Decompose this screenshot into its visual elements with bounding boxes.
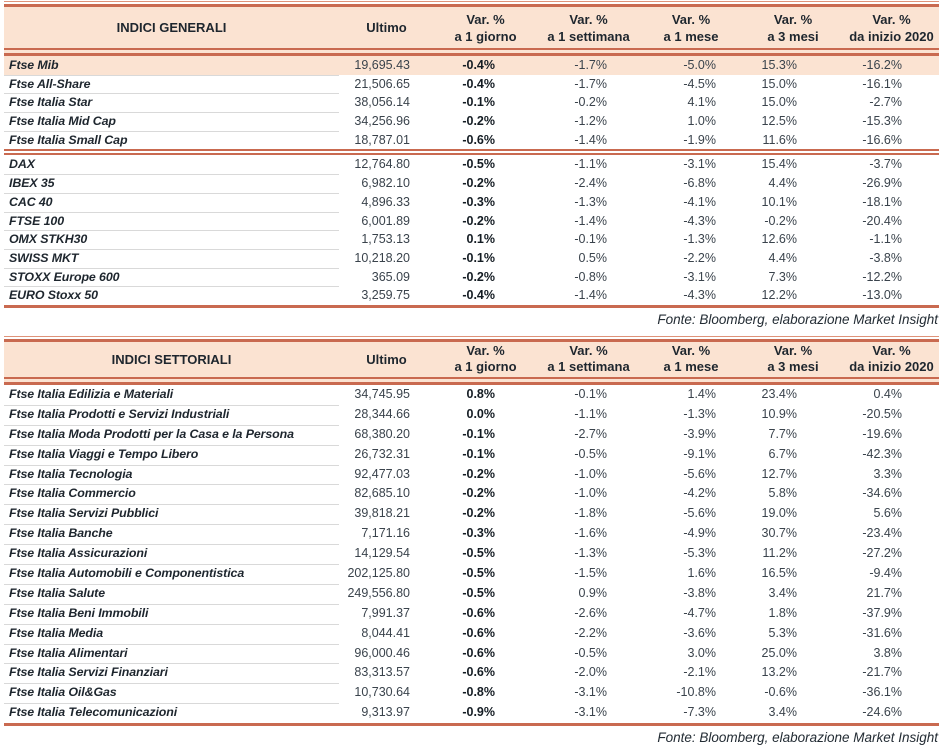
- var-value: -0.6%: [764, 685, 797, 700]
- var-value: 25.0%: [761, 645, 797, 660]
- var-value: 5.8%: [768, 486, 797, 501]
- table-body: [4, 56, 939, 305]
- var-value: -36.1%: [862, 685, 902, 700]
- index-name: Ftse Mib: [4, 56, 339, 76]
- index-name: Ftse Italia Small Cap: [9, 132, 128, 147]
- index-name: Ftse Italia Star: [4, 93, 339, 113]
- var-percent-label: Var. %: [671, 11, 711, 27]
- var-value: -3.7%: [869, 157, 902, 172]
- var-value: 3.4%: [768, 585, 797, 600]
- index-name: CAC 40: [4, 193, 339, 213]
- table-row: [4, 504, 939, 524]
- var-value: -0.2%: [462, 486, 495, 501]
- var-value: -0.5%: [462, 585, 495, 600]
- indici-settoriali-table: [4, 336, 939, 749]
- column-header-var-1: [434, 342, 537, 377]
- var-value: 3.8%: [873, 645, 902, 660]
- ultimo-value: 14,129.54: [354, 546, 410, 561]
- table-row: [4, 484, 939, 504]
- var-value: -19.6%: [862, 426, 902, 441]
- var-value: -27.2%: [862, 546, 902, 561]
- var-value: -0.2%: [462, 114, 495, 129]
- var-value: -3.9%: [683, 426, 716, 441]
- table-row: [4, 564, 939, 584]
- ultimo-value: 38,056.14: [354, 95, 410, 110]
- var-value: -3.8%: [683, 585, 716, 600]
- var-value: -3.1%: [574, 705, 607, 720]
- var-value: 1.0%: [687, 114, 716, 129]
- var-value: -0.4%: [462, 288, 495, 303]
- var-period-label: a 1 giorno: [454, 28, 517, 44]
- var-value: -3.6%: [683, 625, 716, 640]
- var-value: 3.0%: [687, 645, 716, 660]
- ultimo-value: 365.09: [371, 269, 410, 284]
- var-value: 4.4%: [768, 176, 797, 191]
- var-value: 12.6%: [761, 232, 797, 247]
- var-value: -1.4%: [574, 288, 607, 303]
- var-value: -23.4%: [862, 526, 902, 541]
- var-value: -7.3%: [683, 705, 716, 720]
- var-value: -2.4%: [574, 176, 607, 191]
- table-row: [4, 604, 939, 624]
- var-value: -4.1%: [683, 194, 716, 209]
- var-value: 0.4%: [873, 386, 902, 401]
- table-row: [4, 584, 939, 604]
- source-note: Fonte: Bloomberg, elaborazione Market Insight: [657, 311, 938, 327]
- var-value: -10.8%: [676, 685, 716, 700]
- index-name: Ftse Italia Tecnologia: [4, 465, 339, 486]
- ultimo-value: 21,506.65: [354, 76, 410, 91]
- var-value: -0.3%: [462, 526, 495, 541]
- var-value: -4.5%: [683, 76, 716, 91]
- var-percent-label: Var. %: [466, 11, 505, 27]
- var-value: -1.4%: [574, 132, 607, 147]
- var-value: -4.3%: [683, 288, 716, 303]
- var-value: 13.2%: [761, 665, 797, 680]
- ultimo-value: 202,125.80: [347, 565, 410, 580]
- table-row: [4, 174, 939, 193]
- column-header-var-3: [640, 7, 742, 48]
- index-name: Ftse Italia Automobili e Componentistica: [4, 564, 339, 585]
- var-value: -0.1%: [462, 95, 495, 110]
- var-value: -2.2%: [574, 625, 607, 640]
- table-row: [4, 56, 939, 75]
- var-value: -0.5%: [462, 546, 495, 561]
- var-value: -20.5%: [862, 406, 902, 421]
- ultimo-value: 10,218.20: [354, 250, 410, 265]
- column-header-var-1: [434, 7, 537, 48]
- index-name: Ftse All-Share: [4, 75, 339, 95]
- ultimo-value: 9,313.97: [361, 705, 410, 720]
- var-value: -5.3%: [683, 546, 716, 561]
- index-name: Ftse Italia Moda Prodotti per la Casa e la Persona: [4, 425, 339, 446]
- ultimo-value: 19,695.43: [354, 58, 410, 72]
- var-value: -3.1%: [574, 685, 607, 700]
- var-value: -24.6%: [862, 705, 902, 720]
- var-value: -4.3%: [683, 213, 716, 228]
- var-value: -1.5%: [574, 565, 607, 580]
- table-header-row: [4, 342, 939, 377]
- table-row: [4, 703, 939, 723]
- table-body: [4, 385, 939, 723]
- var-value: 0.9%: [578, 585, 607, 600]
- var-value: -42.3%: [862, 446, 902, 461]
- var-value: 12.5%: [761, 114, 797, 129]
- table-row: [4, 405, 939, 425]
- var-value: 16.5%: [761, 565, 797, 580]
- var-value: 11.2%: [762, 546, 797, 561]
- var-value: -1.6%: [574, 526, 607, 541]
- index-name: Ftse Italia Beni Immobili: [4, 604, 339, 625]
- var-value: -0.6%: [462, 645, 495, 660]
- var-percent-label: Var. %: [872, 343, 911, 359]
- table-row: [4, 544, 939, 564]
- table-row: [4, 286, 939, 305]
- column-header-var-5: [844, 342, 939, 377]
- var-value: -37.9%: [862, 605, 902, 620]
- column-header-var-3: [640, 342, 742, 377]
- var-value: -3.8%: [869, 250, 902, 265]
- var-value: -2.7%: [869, 95, 902, 110]
- table-row: [4, 524, 939, 544]
- var-value: -0.2%: [462, 466, 495, 481]
- var-value: -16.2%: [862, 58, 902, 72]
- index-name: Ftse Italia Servizi Finanziari: [4, 663, 339, 684]
- ultimo-value: 6,982.10: [361, 176, 410, 191]
- ultimo-value: 6,001.89: [361, 213, 410, 228]
- var-value: -0.1%: [462, 426, 495, 441]
- var-value: -0.6%: [462, 625, 495, 640]
- var-value: -0.4%: [462, 76, 495, 91]
- var-value: -1.1%: [869, 232, 902, 247]
- var-value: 15.4%: [761, 157, 797, 172]
- table-row: [4, 93, 939, 112]
- var-value: 1.6%: [687, 565, 716, 580]
- var-period-label: a 1 mese: [663, 359, 719, 375]
- var-value: -16.6%: [862, 132, 902, 147]
- var-percent-label: Var. %: [671, 343, 711, 359]
- var-value: 1.8%: [768, 605, 797, 620]
- ultimo-value: 3,259.75: [361, 288, 410, 303]
- var-value: -9.1%: [683, 446, 716, 461]
- var-value: -0.3%: [462, 194, 495, 209]
- column-header-ultimo: Ultimo: [366, 20, 407, 35]
- var-value: -0.1%: [462, 446, 495, 461]
- var-value: -0.1%: [462, 250, 495, 265]
- index-name: Ftse Italia Servizi Pubblici: [4, 504, 339, 525]
- var-value: -12.2%: [862, 269, 902, 284]
- ultimo-value: 68,380.20: [354, 426, 410, 441]
- var-value: -0.8%: [462, 685, 495, 700]
- var-value: -5.6%: [683, 506, 716, 521]
- index-name: Ftse Italia Banche: [4, 524, 339, 545]
- var-value: -1.1%: [574, 157, 607, 172]
- var-period-label: da inizio 2020: [849, 28, 934, 44]
- ultimo-value: 249,556.80: [347, 585, 410, 600]
- table-row: [4, 112, 939, 131]
- var-percent-label: Var. %: [773, 343, 813, 359]
- column-header-var-5: [844, 7, 939, 48]
- ultimo-value: 82,685.10: [354, 486, 410, 501]
- table-row: [4, 249, 939, 268]
- var-value: 21.7%: [866, 585, 902, 600]
- table-title: INDICI GENERALI: [116, 20, 227, 35]
- var-value: -13.0%: [862, 288, 902, 303]
- table-row: [4, 425, 939, 445]
- indici-generali-table: [4, 1, 939, 331]
- index-name: Ftse Italia Edilizia e Materiali: [4, 385, 339, 406]
- var-value: -0.4%: [462, 58, 495, 72]
- var-value: -3.1%: [683, 269, 716, 284]
- var-value: -0.6%: [462, 665, 495, 680]
- var-value: 1.4%: [687, 386, 716, 401]
- table-row: [4, 131, 939, 150]
- var-period-label: a 1 settimana: [547, 359, 630, 375]
- index-name: STOXX Europe 600: [4, 268, 339, 288]
- var-value: -18.1%: [862, 194, 902, 209]
- var-value: 0.8%: [466, 386, 495, 401]
- var-value: 19.0%: [761, 506, 797, 521]
- var-value: 4.4%: [768, 250, 797, 265]
- table-row: [4, 644, 939, 664]
- table-row: [4, 683, 939, 703]
- var-percent-label: Var. %: [569, 11, 608, 27]
- ultimo-value: 1,753.13: [361, 232, 410, 247]
- var-value: -1.7%: [574, 58, 607, 72]
- var-value: -0.1%: [574, 232, 607, 247]
- table-row: [4, 445, 939, 465]
- var-value: -2.6%: [574, 605, 607, 620]
- ultimo-value: 10,730.64: [354, 685, 410, 700]
- var-value: -0.5%: [574, 446, 607, 461]
- index-name: Ftse Italia Commercio: [4, 484, 339, 505]
- var-value: 7.7%: [768, 426, 797, 441]
- var-value: -0.1%: [574, 386, 607, 401]
- var-value: -20.4%: [862, 213, 902, 228]
- var-value: 5.3%: [768, 625, 797, 640]
- var-period-label: a 1 mese: [663, 28, 719, 44]
- ultimo-value: 8,044.41: [361, 625, 410, 640]
- ultimo-value: 92,477.03: [354, 466, 410, 481]
- ultimo-value: 7,991.37: [361, 605, 410, 620]
- table-row: [4, 385, 939, 405]
- var-period-label: da inizio 2020: [849, 359, 934, 375]
- var-value: -0.2%: [462, 213, 495, 228]
- var-value: 30.7%: [761, 526, 797, 541]
- var-value: 6.7%: [768, 446, 797, 461]
- index-name: Ftse Italia Salute: [4, 584, 339, 605]
- var-value: -26.9%: [862, 176, 902, 191]
- table-row: [4, 212, 939, 231]
- var-value: 10.9%: [761, 406, 797, 421]
- table-row: [4, 268, 939, 287]
- var-value: -0.6%: [462, 605, 495, 620]
- var-value: 7.3%: [768, 269, 797, 284]
- var-value: -6.8%: [683, 176, 716, 191]
- index-name: OMX STKH30: [4, 230, 339, 250]
- var-value: -31.6%: [862, 625, 902, 640]
- index-name: IBEX 35: [4, 174, 339, 194]
- var-value: -2.2%: [683, 250, 716, 265]
- var-percent-label: Var. %: [872, 11, 911, 27]
- index-name: Ftse Italia Assicurazioni: [4, 544, 339, 565]
- var-value: -0.2%: [764, 213, 797, 228]
- var-value: -0.6%: [462, 132, 495, 147]
- ultimo-value: 26,732.31: [354, 446, 410, 461]
- ultimo-value: 7,171.16: [361, 526, 410, 541]
- table-title: INDICI SETTORIALI: [111, 351, 232, 367]
- var-value: -21.7%: [862, 665, 902, 680]
- var-value: -0.5%: [574, 645, 607, 660]
- var-value: 0.1%: [466, 232, 495, 247]
- var-percent-label: Var. %: [569, 343, 608, 359]
- column-header-var-2: [537, 7, 640, 48]
- var-value: -1.1%: [574, 406, 607, 421]
- var-percent-label: Var. %: [773, 11, 813, 27]
- var-value: -4.2%: [683, 486, 716, 501]
- ultimo-value: 83,313.57: [354, 665, 410, 680]
- var-value: -9.4%: [869, 565, 902, 580]
- var-value: 23.4%: [761, 386, 797, 401]
- var-period-label: a 1 settimana: [547, 28, 630, 44]
- var-value: -0.2%: [462, 176, 495, 191]
- var-value: 3.3%: [873, 466, 902, 481]
- var-value: 15.0%: [761, 95, 797, 110]
- var-period-label: a 1 giorno: [454, 359, 517, 375]
- var-value: -0.9%: [462, 705, 495, 720]
- var-value: 4.1%: [687, 95, 716, 110]
- var-value: 3.4%: [768, 705, 797, 720]
- var-value: 0.5%: [578, 250, 607, 265]
- index-name: Ftse Italia Mid Cap: [4, 112, 339, 132]
- index-name: Ftse Italia Telecomunicazioni: [9, 705, 178, 720]
- column-header-var-2: [537, 342, 640, 377]
- var-value: -2.0%: [574, 665, 607, 680]
- column-header-var-4: [742, 7, 844, 48]
- var-value: -1.3%: [574, 546, 607, 561]
- table-row: [4, 75, 939, 94]
- var-value: 5.6%: [873, 506, 902, 521]
- index-name: EURO Stoxx 50: [9, 288, 98, 303]
- var-value: -0.5%: [462, 565, 495, 580]
- table-row: [4, 465, 939, 485]
- column-header-ultimo: Ultimo: [366, 351, 407, 367]
- var-period-label: a 3 mesi: [767, 28, 819, 44]
- header-bottom-border: [4, 377, 939, 385]
- var-value: -4.9%: [683, 526, 716, 541]
- index-name: FTSE 100: [4, 212, 339, 232]
- index-name: DAX: [4, 155, 339, 175]
- header-bottom-border: [4, 48, 939, 56]
- table-row: [4, 193, 939, 212]
- var-value: -4.7%: [683, 605, 716, 620]
- var-value: -0.2%: [462, 269, 495, 284]
- var-value: -34.6%: [862, 486, 902, 501]
- index-name: SWISS MKT: [4, 249, 339, 269]
- var-value: -1.4%: [574, 213, 607, 228]
- var-value: -5.0%: [683, 58, 716, 72]
- var-value: -15.3%: [862, 114, 902, 129]
- table-row: [4, 230, 939, 249]
- ultimo-value: 34,256.96: [354, 114, 410, 129]
- var-value: 15.0%: [761, 76, 797, 91]
- var-value: -1.3%: [683, 406, 716, 421]
- var-value: -2.1%: [683, 665, 716, 680]
- var-value: -1.0%: [574, 466, 607, 481]
- var-value: 15.3%: [761, 58, 797, 72]
- var-percent-label: Var. %: [466, 343, 505, 359]
- table-row: [4, 663, 939, 683]
- var-value: -5.6%: [683, 466, 716, 481]
- ultimo-value: 34,745.95: [354, 386, 410, 401]
- index-name: Ftse Italia Alimentari: [4, 644, 339, 665]
- var-value: -0.8%: [574, 269, 607, 284]
- table-row: [4, 155, 939, 174]
- var-value: 10.1%: [761, 194, 797, 209]
- var-value: 12.7%: [761, 466, 797, 481]
- table-row: [4, 624, 939, 644]
- index-name: Ftse Italia Media: [4, 624, 339, 645]
- ultimo-value: 28,344.66: [354, 406, 410, 421]
- index-name: Ftse Italia Prodotti e Servizi Industriali: [4, 405, 339, 426]
- var-value: -2.7%: [574, 426, 607, 441]
- index-name: Ftse Italia Oil&Gas: [4, 683, 339, 704]
- ultimo-value: 18,787.01: [354, 132, 410, 147]
- var-value: -1.9%: [683, 132, 716, 147]
- var-value: 0.0%: [466, 406, 495, 421]
- var-value: 11.6%: [762, 132, 797, 147]
- var-value: -1.0%: [574, 486, 607, 501]
- var-value: -0.2%: [574, 95, 607, 110]
- var-value: -1.8%: [574, 506, 607, 521]
- ultimo-value: 4,896.33: [361, 194, 410, 209]
- var-value: -1.3%: [683, 232, 716, 247]
- var-value: -0.5%: [462, 157, 495, 172]
- var-value: -1.7%: [574, 76, 607, 91]
- column-header-var-4: [742, 342, 844, 377]
- var-value: 12.2%: [761, 288, 797, 303]
- index-name: Ftse Italia Viaggi e Tempo Libero: [4, 445, 339, 466]
- source-note: Fonte: Bloomberg, elaborazione Market Insight: [657, 730, 938, 746]
- ultimo-value: 96,000.46: [354, 645, 410, 660]
- var-period-label: a 3 mesi: [767, 359, 819, 375]
- var-value: -3.1%: [683, 157, 716, 172]
- var-value: -0.2%: [462, 506, 495, 521]
- var-value: -1.3%: [574, 194, 607, 209]
- ultimo-value: 12,764.80: [354, 157, 410, 172]
- var-value: -16.1%: [862, 76, 902, 91]
- ultimo-value: 39,818.21: [354, 506, 410, 521]
- table-header-row: [4, 7, 939, 48]
- var-value: -1.2%: [574, 114, 607, 129]
